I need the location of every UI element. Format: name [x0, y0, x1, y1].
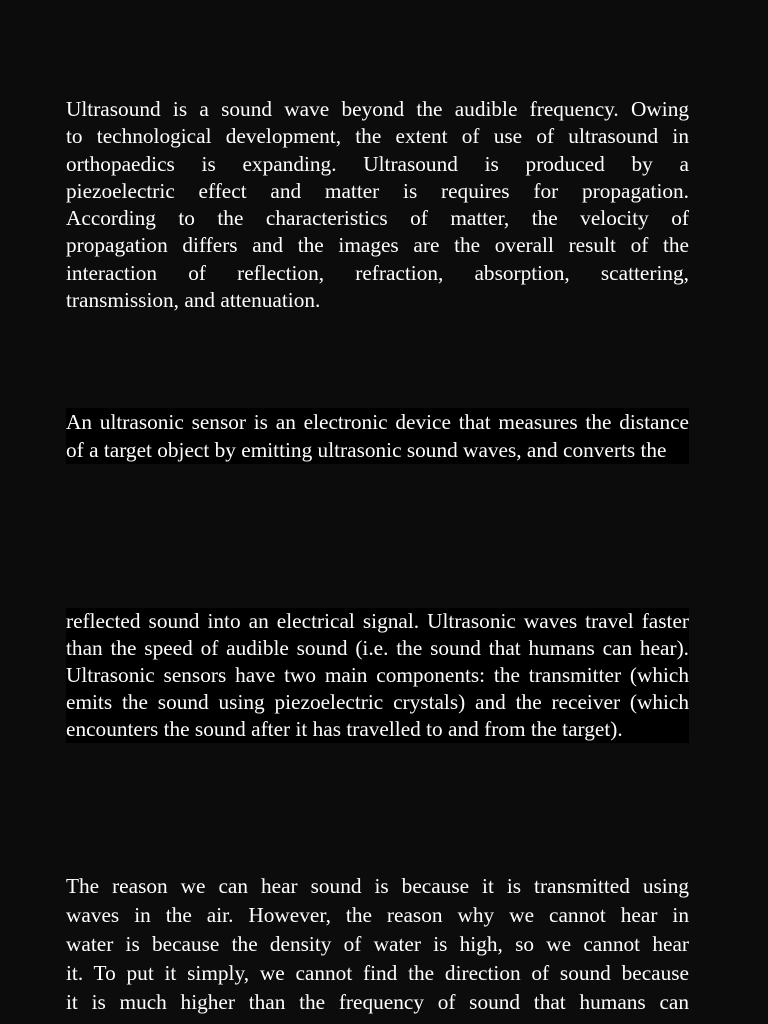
text-line: Ultrasound is a sound wave beyond the audible frequency. Owing — [66, 97, 689, 121]
text-line: it is much higher than the frequency of sound that humans can — [66, 990, 689, 1014]
text-line: it. To put it simply, we cannot find the direction of sound because — [66, 961, 689, 985]
text-line: Ultrasonic sensors have two main components: the transmitter (which — [66, 663, 689, 687]
text-line: to technological development, the extent of use of ultrasound in — [66, 124, 689, 149]
text-line: orthopaedics is expanding. Ultrasound is produced by a — [66, 151, 689, 176]
text-line: The reason we can hear sound is because it is transmitted using — [66, 874, 689, 898]
text-line: piezoelectric effect and matter is requires for propagation. — [66, 178, 689, 203]
text-line: waves in the air. However, the reason why we cannot hear in — [66, 903, 689, 927]
text-line: According to the characteristics of matter, the velocity of — [66, 206, 689, 231]
text-line: reflected sound into an electrical signal. Ultrasonic waves travel faster — [66, 609, 689, 633]
text-line: propagation differs and the images are the overall result of the — [66, 233, 689, 258]
text-line: emits the sound using piezoelectric crystals) and the receiver (which — [66, 690, 689, 714]
paragraph-ultrasound-intro — [66, 96, 689, 314]
text-line: than the speed of audible sound (i.e. the sound that humans can hear). — [66, 636, 689, 660]
text-line: of a target object by emitting ultrasonic sound waves, and converts the — [66, 436, 689, 464]
text-line: encounters the sound after it has travelled to and from the target). — [66, 716, 689, 743]
paragraph-hearing-sound — [66, 872, 689, 1017]
paragraph-ultrasonic-sensor-part-2 — [66, 608, 689, 743]
paragraph-ultrasonic-sensor-part-1 — [66, 408, 689, 464]
text-line: water is because the density of water is high, so we cannot hear — [66, 932, 689, 956]
text-line: interaction of reflection, refraction, absorption, scattering, — [66, 260, 689, 285]
text-line: transmission, and attenuation. — [66, 288, 321, 313]
text-line: An ultrasonic sensor is an electronic device that measures the distance — [66, 410, 689, 434]
